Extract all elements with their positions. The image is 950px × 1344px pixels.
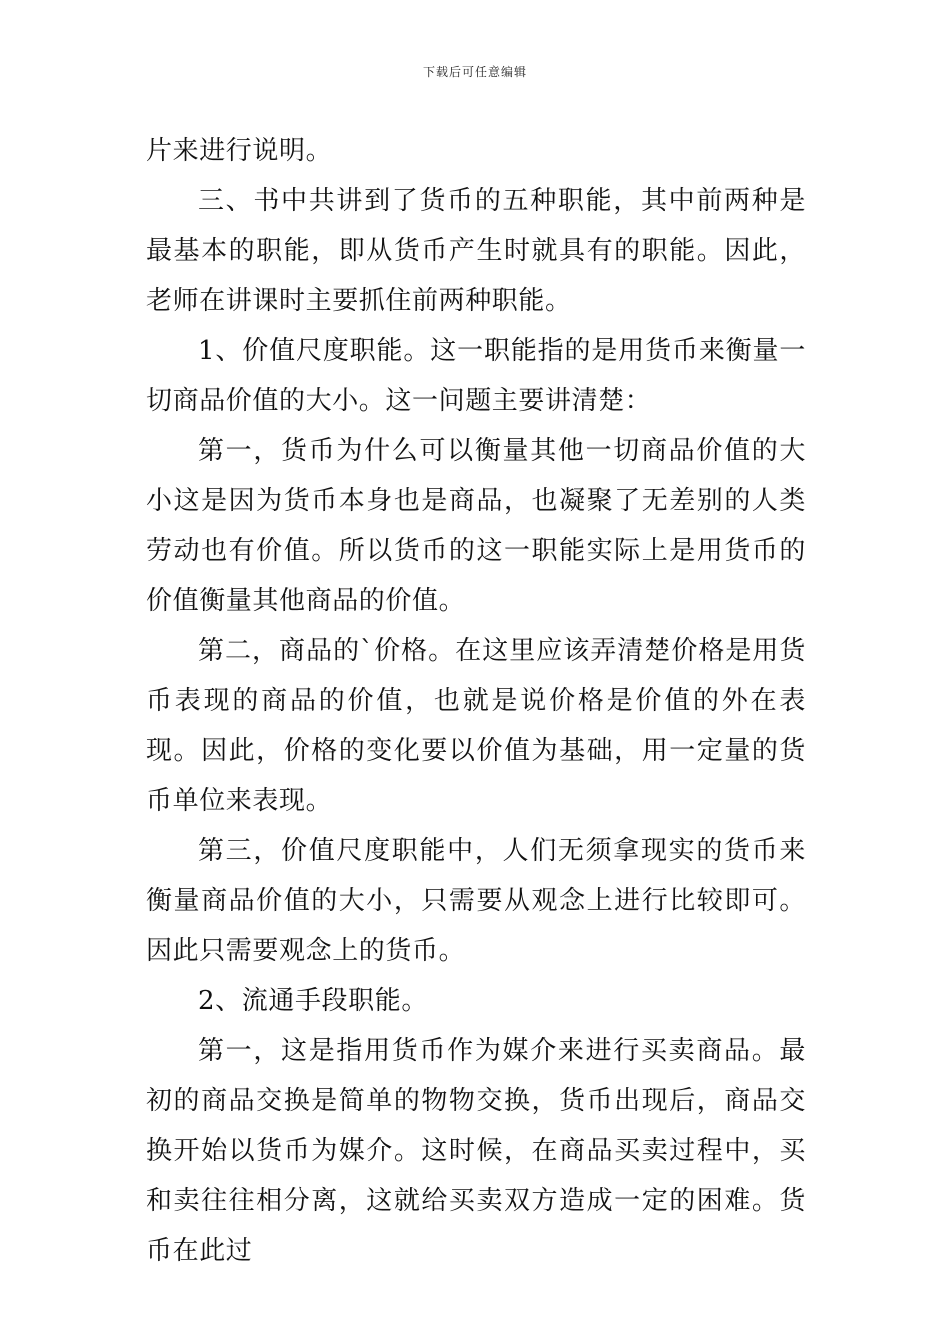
paragraph-money-functions: 三、书中共讲到了货币的五种职能，其中前两种是最基本的职能，即从货币产生时就具有的职能。因此，老师在讲课时主要抓住前两种职能。 [146, 186, 806, 316]
page-header: 下载后可任意编辑 [422, 65, 527, 79]
paragraph-third-point: 第三，价值尺度职能中，人们无须拿现实的货币来衡量商品价值的大小，只需要从观念上进行比较即可。因此只需要观念上的货币。 [146, 836, 806, 966]
paragraph-circulation-first: 第一，这是指用货币作为媒介来进行买卖商品。最初的商品交换是简单的物物交换，货币出现后，商品交换开始以货币为媒介。这时候，在商品买卖过程中，买和卖往往相分离，这就给买卖双方造成一定的困难。货币在此过 [146, 1036, 806, 1266]
paragraph-second-point: 第二，商品的`价格。在这里应该弄清楚价格是用货币表现的商品的价值，也就是说价格是价值的外在表现。因此，价格的变化要以价值为基础，用一定量的货币单位来表现。 [146, 636, 806, 816]
paragraph-first-point: 第一，货币为什么可以衡量其他一切商品价值的大小这是因为货币本身也是商品，也凝聚了无差别的人类劳动也有价值。所以货币的这一职能实际上是用货币的价值衡量其他商品的价值。 [146, 436, 806, 616]
body-text [146, 126, 806, 1276]
paragraph-value-measure: 1、价值尺度职能。这一职能指的是用货币来衡量一切商品价值的大小。这一问题主要讲清楚： [146, 336, 806, 416]
paragraph-circulation-heading: 2、流通手段职能。 [198, 986, 428, 1016]
paragraph-continuation: 片来进行说明。 [146, 136, 333, 166]
